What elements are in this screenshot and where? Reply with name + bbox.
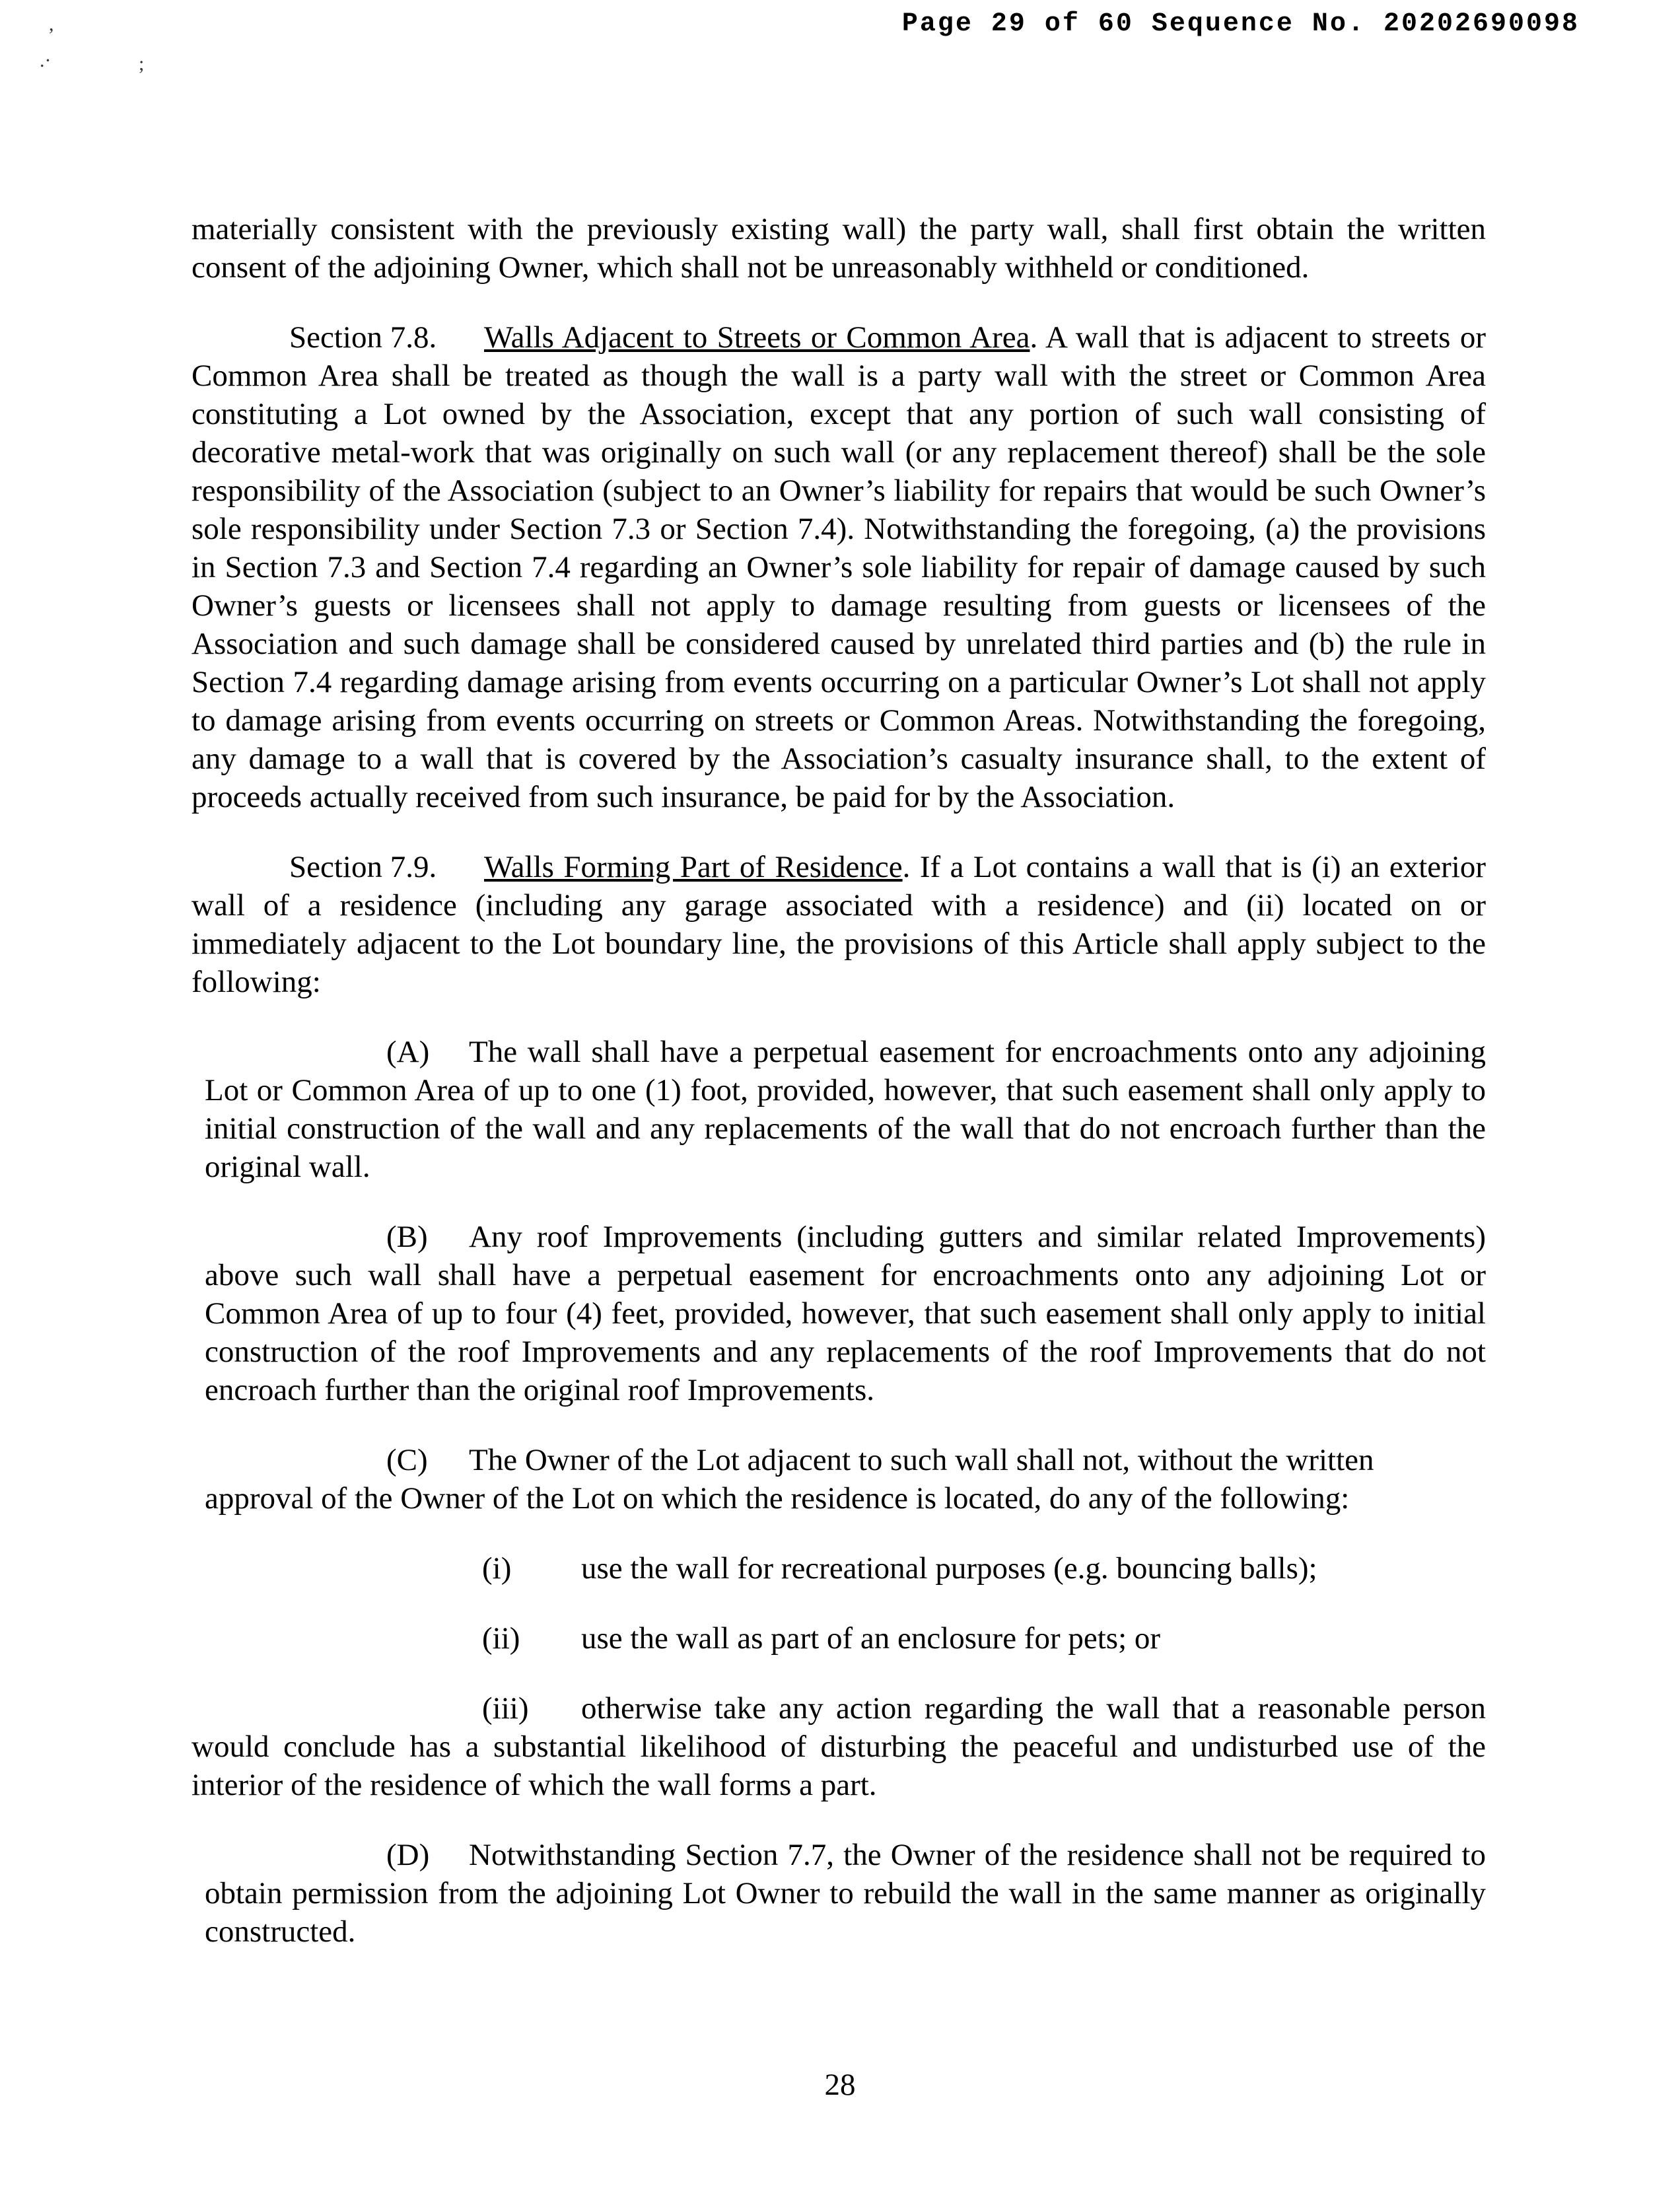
- section-label: Section 7.9.: [289, 850, 437, 884]
- subsection-c: [205, 1441, 1486, 1518]
- subsection-text: The Owner of the Lot adjacent to such wall shall not, without the written approval of the Owner of the Lot on which the residence is located, do any of the following:: [205, 1443, 1374, 1516]
- subsection-label: (D): [386, 1838, 430, 1872]
- subsection-label: (B): [386, 1220, 428, 1254]
- section-text: . If a Lot contains a wall that is (i) an exterior wall of a residence (including any garage associated with a residence) and (ii) located on or immediately adjacent to the Lot boundary line, the provisions of this Article shall apply subject to the following:: [192, 850, 1486, 999]
- list-item-number: (iii): [482, 1691, 529, 1726]
- page-header: Page 29 of 60 Sequence No. 20202690098: [901, 9, 1580, 39]
- list-item-text: use the wall as part of an enclosure for pets; or: [581, 1621, 1161, 1656]
- list-item: [192, 1689, 1486, 1804]
- page-number: 28: [824, 2068, 856, 2102]
- subsection-b: [205, 1218, 1486, 1409]
- section-title: Walls Adjacent to Streets or Common Area: [484, 320, 1030, 355]
- subsection-text: The wall shall have a perpetual easement for encroachments onto any adjoining Lot or Common Area of up to one (1) foot, provided, however, that such easement shall only apply to initial construction of the wall and any replacements of the wall that do not encroach further than the original wall.: [205, 1035, 1486, 1184]
- subsection-d: [205, 1836, 1486, 1951]
- subsection-label: (A): [386, 1035, 430, 1069]
- list-item: [192, 1549, 1486, 1588]
- section-title: Walls Forming Part of Residence: [484, 850, 903, 884]
- section-label: Section 7.8.: [289, 320, 437, 355]
- section-7-9: [192, 848, 1486, 1001]
- section-text: . A wall that is adjacent to streets or Common Area shall be treated as though the wall is a party wall with the street or Common Area constituting a Lot owned by the Association, except that any portion of such wall consisting of decorative metal-work that was originally on such wall (or any replacement thereof) shall be the sole responsibility of the Association (subject to an Owner’s liability for repairs that would be such Owner’s sole responsibility under Section 7.3 or Section 7.4). Notwithstanding the foregoing, (a) the provisions in Section 7.3 and Section 7.4 regarding an Owner’s sole liability for repair of damage caused by such Owner’s guests or licensees shall not apply to damage resulting from guests or licensees of the Association and such damage shall be considered caused by unrelated third parties and (b) the rule in Section 7.4 regarding damage arising from events occurring on a particular Owner’s Lot shall not apply to damage arising from events occurring on streets or Common Areas. Notwithstanding the foregoing, any damage to a wall that is covered by the Association’s casualty insurance shall, to the extent of proceeds actually received from such insurance, be paid for by the Association.: [192, 320, 1486, 814]
- list-item-text: use the wall for recreational purposes (e.g. bouncing balls);: [581, 1551, 1317, 1586]
- subsection-text: Any roof Improvements (including gutters and similar related Improvements) above such wall shall have a perpetual easement for encroachments onto any adjoining Lot or Common Area of up to four (4) feet, provided, however, that such easement shall only apply to initial construction of the roof Improvements and any replacements of the roof Improvements that do not encroach further than the original roof Improvements.: [205, 1220, 1486, 1407]
- list-item-number: (ii): [482, 1621, 520, 1656]
- list-item-text: otherwise take any action regarding the wall that a reasonable person would conclude has a substantial likelihood of disturbing the peaceful and undisturbed use of the interior of the residence of which the wall forms a part.: [192, 1691, 1486, 1802]
- continuation-paragraph: materially consistent with the previously existing wall) the party wall, shall first obtain the written consent of the adjoining Owner, which shall not be unreasonably withheld or conditioned.: [192, 212, 1486, 285]
- list-item: [192, 1619, 1486, 1658]
- subsection-label: (C): [386, 1443, 428, 1477]
- document-body: [192, 210, 1486, 1982]
- list-item-number: (i): [482, 1551, 512, 1586]
- section-7-8: [192, 318, 1486, 816]
- subsection-text: Notwithstanding Section 7.7, the Owner of the residence shall not be required to obtain permission from the adjoining Lot Owner to rebuild the wall in the same manner as originally constructed.: [205, 1838, 1486, 1949]
- subsection-a: [205, 1033, 1486, 1186]
